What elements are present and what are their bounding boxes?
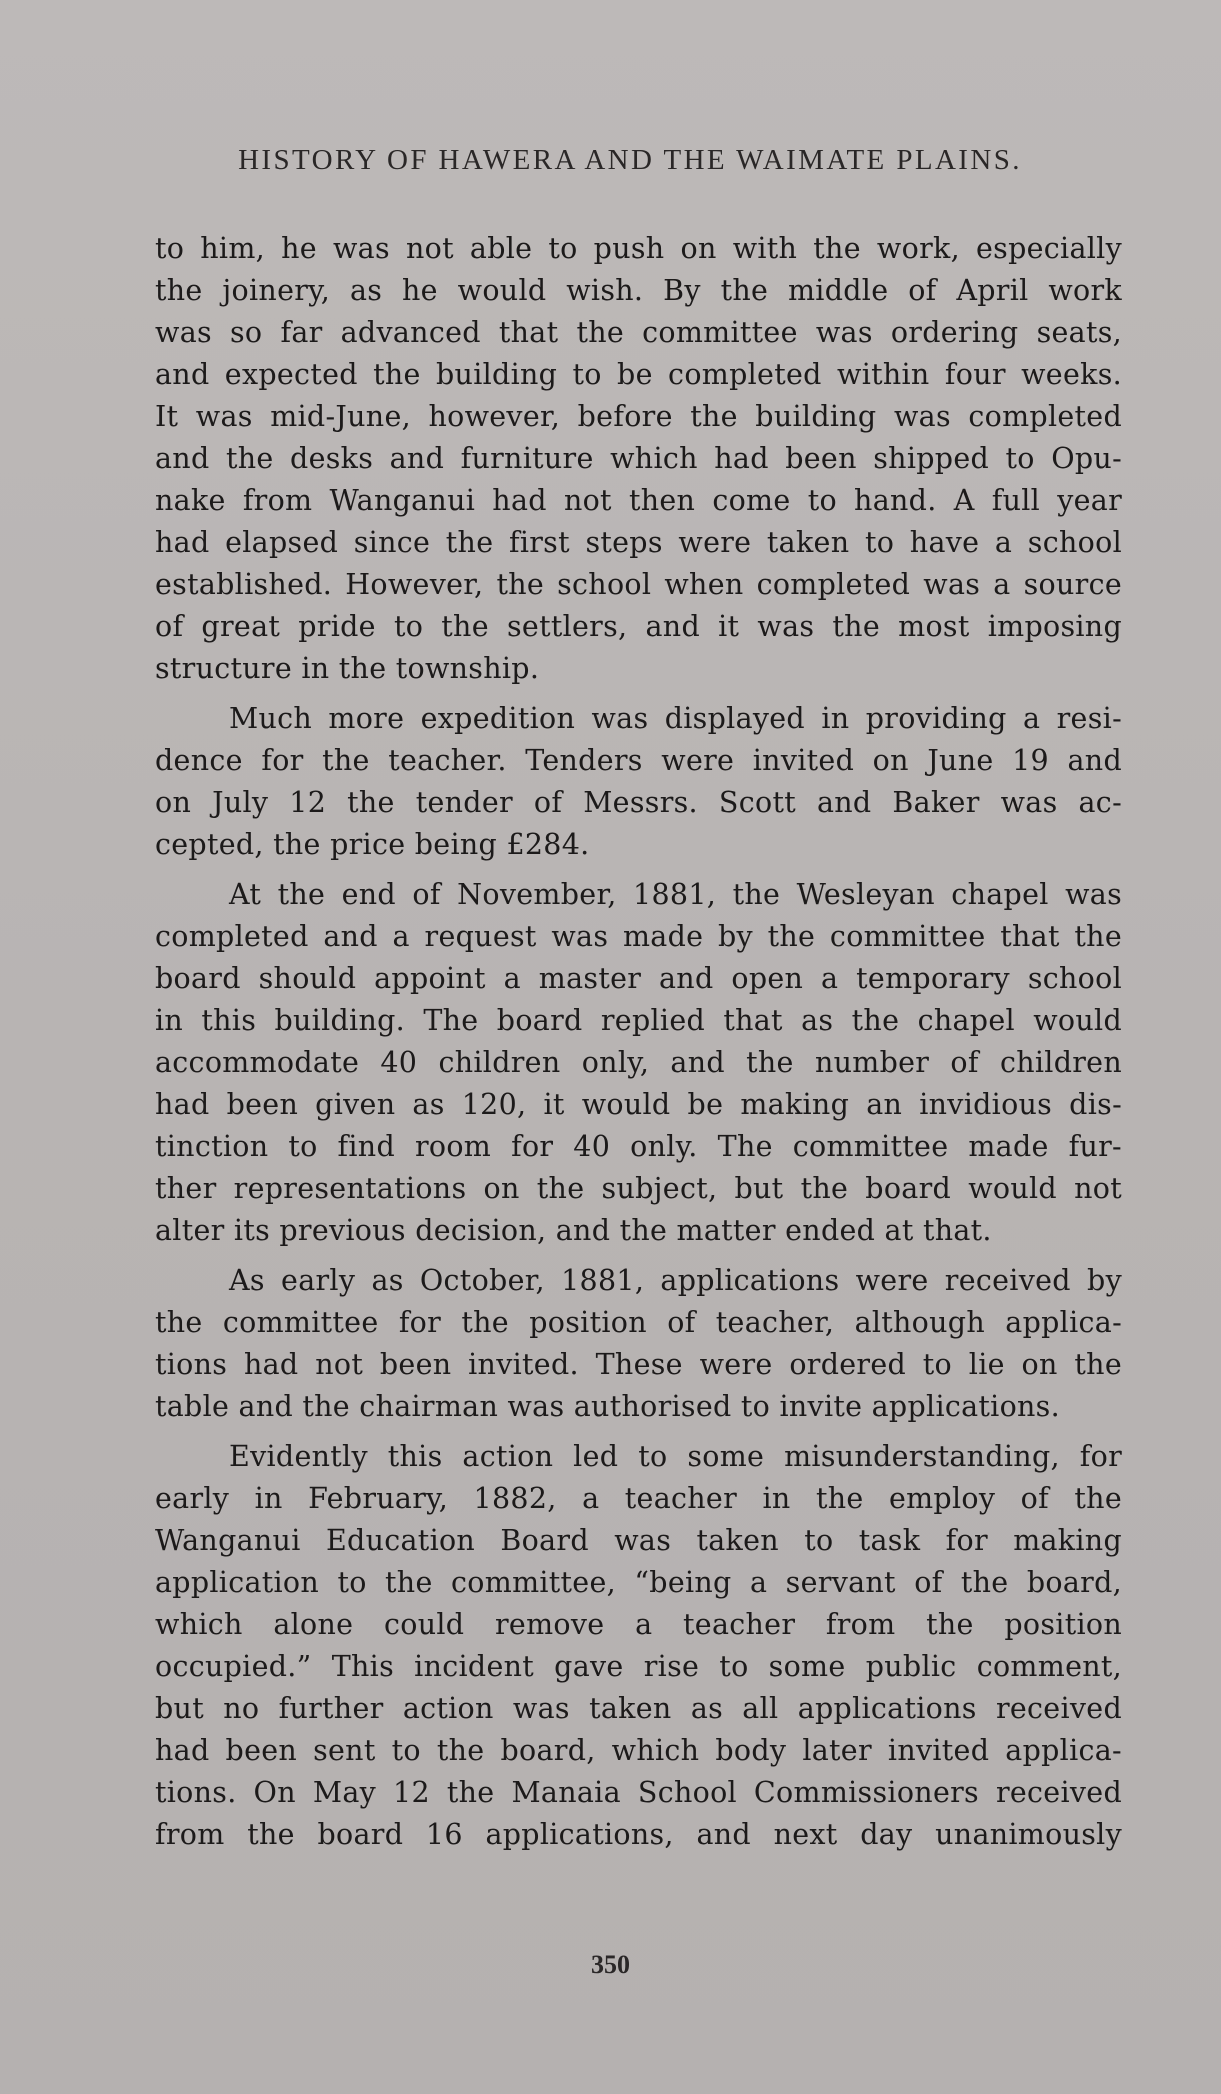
- text-line: from the board 16 applications, and next day unanimously: [155, 1818, 1122, 1851]
- page-number: 350: [591, 1950, 630, 1979]
- text-line: completed and a request was made by the committee that the: [155, 920, 1122, 953]
- text-line: of great pride to the settlers, and it was the most imposing: [155, 610, 1122, 643]
- text-line: early in February, 1882, a teacher in the employ of the: [155, 1482, 1122, 1515]
- text-line: alter its previous decision, and the matter ended at that.: [155, 1214, 992, 1247]
- text-line: As early as October, 1881, applications were received by: [229, 1264, 1122, 1297]
- text-line: At the end of November, 1881, the Wesleyan chapel was: [229, 878, 1122, 911]
- text-line: and expected the building to be completed within four weeks.: [155, 358, 1122, 391]
- text-line: application to the committee, “being a servant of the board,: [155, 1566, 1122, 1599]
- text-line: had elapsed since the first steps were taken to have a school: [155, 526, 1122, 559]
- text-line: the joinery, as he would wish. By the middle of April work: [155, 274, 1122, 307]
- text-line: occupied.” This incident gave rise to some public comment,: [155, 1650, 1122, 1683]
- text-line: dence for the teacher. Tenders were invited on June 19 and: [155, 744, 1122, 777]
- running-head: HISTORY OF HAWERA AND THE WAIMATE PLAINS.: [238, 144, 1022, 176]
- text-line: Much more expedition was displayed in providing a resi-: [229, 702, 1122, 735]
- paragraph: [155, 228, 1122, 690]
- text-line: on July 12 the tender of Messrs. Scott and Baker was ac-: [155, 786, 1122, 819]
- text-line: nake from Wanganui had not then come to hand. A full year: [155, 484, 1122, 517]
- text-line: in this building. The board replied that as the chapel would: [155, 1004, 1122, 1037]
- text-line: ther representations on the subject, but the board would not: [155, 1172, 1122, 1205]
- body-text: [155, 228, 1122, 1856]
- text-line: had been sent to the board, which body later invited applica-: [155, 1734, 1122, 1767]
- text-line: but no further action was taken as all applications received: [155, 1692, 1122, 1725]
- text-line: It was mid-June, however, before the building was completed: [155, 400, 1122, 433]
- text-line: had been given as 120, it would be making an invidious dis-: [155, 1088, 1122, 1121]
- paragraph: [155, 698, 1122, 866]
- text-line: Wanganui Education Board was taken to task for making: [155, 1524, 1122, 1557]
- paragraph: [155, 1436, 1122, 1856]
- text-line: to him, he was not able to push on with the work, especially: [155, 232, 1122, 265]
- text-line: established. However, the school when completed was a source: [155, 568, 1122, 601]
- text-line: the committee for the position of teacher, although applica-: [155, 1306, 1122, 1339]
- paragraph: [155, 874, 1122, 1252]
- text-line: cepted, the price being £284.: [155, 828, 590, 861]
- text-line: and the desks and furniture which had been shipped to Opu-: [155, 442, 1122, 475]
- text-line: which alone could remove a teacher from the position: [155, 1608, 1122, 1641]
- text-line: tions. On May 12 the Manaia School Commissioners received: [155, 1776, 1122, 1809]
- text-line: tions had not been invited. These were ordered to lie on the: [155, 1348, 1122, 1381]
- text-line: accommodate 40 children only, and the number of children: [155, 1046, 1122, 1079]
- text-line: Evidently this action led to some misunderstanding, for: [229, 1440, 1122, 1473]
- text-line: table and the chairman was authorised to invite applications.: [155, 1390, 1060, 1423]
- text-line: was so far advanced that the committee was ordering seats,: [155, 316, 1122, 349]
- text-line: tinction to find room for 40 only. The committee made fur-: [155, 1130, 1122, 1163]
- text-line: structure in the township.: [155, 652, 540, 685]
- paragraph: [155, 1260, 1122, 1428]
- text-line: board should appoint a master and open a temporary school: [155, 962, 1122, 995]
